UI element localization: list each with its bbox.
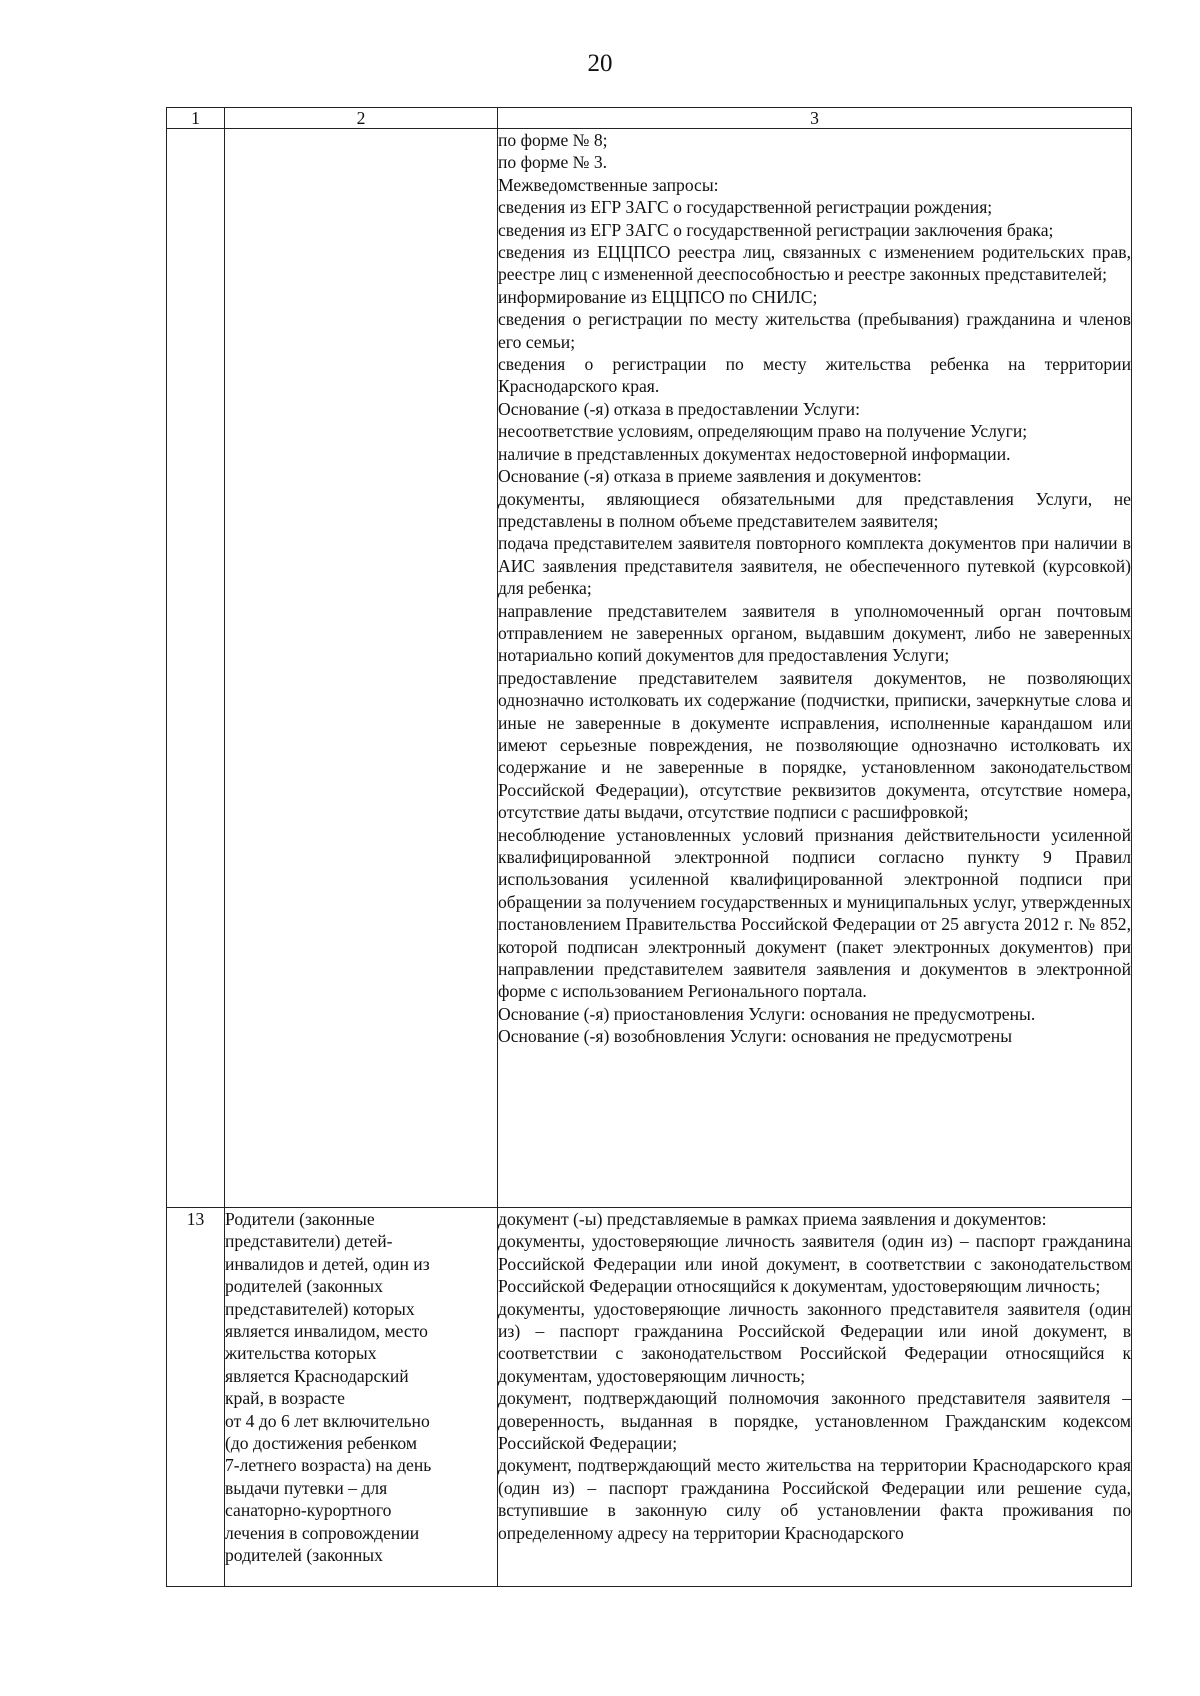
content-paragraph: сведения из ЕЦЦПСО реестра лиц, связанных с изменением родительских прав, реестре лиц с измененной дееспособностью и реестре законных представителей; [498,242,1131,285]
content-paragraph: Основание (-я) возобновления Услуги: основания не предусмотрены [498,1026,1013,1047]
description-line: лечения в сопровождении [225,1522,420,1543]
content-paragraph: несоблюдение установленных условий признания действительности усиленной квалифицированной электронной подписи согласно пункту 9 Правил использования усиленной квалифицированной электронной подписи при обращении за получением государственных и муниципальных услуг, утвержденных постановлением Правительства Российской Федерации от 25 августа 2012 г. № 852, которой подписан электронный документ (пакет электронных документов) при направлении представителем заявителя заявления и документов в электронной форме с использованием Регионального портала. [498,824,1131,1002]
content-paragraph: Основание (-я) отказа в приеме заявления и документов: [498,466,922,487]
column-header-1: 1 [167,108,225,129]
description-line: является инвалидом, место [225,1321,428,1342]
description-line: родителей (законных [225,1545,383,1566]
content-paragraph: документы, являющиеся обязательными для представления Услуги, не представлены в полном объеме представителем заявителя; [498,488,1131,531]
content-paragraph: документ, подтверждающий место жительства на территории Краснодарского края (один из) – паспорт гражданина Российской Федерации или решение суда, вступившие в законную силу об установлении факта проживания по определенному адресу на территории Краснодарского [498,1455,1131,1543]
description-line: жительства которых [225,1343,377,1364]
row-content-cell [498,129,1132,1208]
column-header-2: 2 [225,108,498,129]
page-number: 20 [587,50,613,77]
row-number-cell: 13 [167,1208,225,1587]
content-paragraph: документ (-ы) представляемые в рамках приема заявления и документов: [498,1209,1047,1229]
description-line: (до достижения ребенком [225,1433,417,1454]
description-line: представители) детей- [225,1231,393,1252]
content-paragraph: документ, подтверждающий полномочия законного представителя заявителя – доверенность, выданная в порядке, установленном Гражданским кодексом Российской Федерации; [498,1388,1131,1454]
content-paragraph: сведения о регистрации по месту жительства ребенка на территории Краснодарского края. [498,354,1131,397]
description-line: 7-летнего возраста) на день [225,1455,432,1476]
description-line: санаторно-курортного [225,1500,392,1521]
description-line: Родители (законные [225,1209,375,1229]
content-paragraph: наличие в представленных документах недостоверной информации. [498,443,1011,464]
row-description-cell [225,129,498,1208]
table-row-13 [167,1208,1132,1587]
content-paragraph: Межведомственные запросы: [498,174,719,195]
content-paragraph: предоставление представителем заявителя документов, не позволяющих однозначно истолковать их содержание (подчистки, приписки, зачеркнутые слова и иные не заверенные в документе исправления, исполненные карандашом или имеют серьезные повреждения, не позволяющие однозначно истолковать их содержание и не заверенные в порядке, установленном законодательством Российской Федерации), отсутствие реквизитов документа, отсутствие номера, отсутствие даты выдачи, отсутствие подписи с расшифровкой; [498,667,1131,823]
row-content-cell [498,1208,1132,1587]
column-header-3: 3 [498,108,1132,129]
content-paragraph: по форме № 8; [498,130,608,150]
description-line: выдачи путевки – для [225,1477,388,1498]
content-paragraph: по форме № 3. [498,152,608,173]
content-paragraph: информирование из ЕЦЦПСО по СНИЛС; [498,286,818,307]
row-description-cell [225,1208,498,1587]
description-line: инвалидов и детей, один из [225,1253,430,1274]
content-paragraph: Основание (-я) отказа в предоставлении Услуги: [498,398,860,419]
content-paragraph: сведения о регистрации по месту жительства (пребывания) гражданина и членов его семьи; [498,309,1131,352]
table-row-continued [167,129,1132,1208]
content-paragraph: документы, удостоверяющие личность законного представителя заявителя (один из) – паспорт гражданина Российской Федерации или иной документ, в соответствии с законодательством Российской Федерации относящийся к документам, удостоверяющим личность; [498,1298,1131,1386]
description-line: родителей (законных [225,1276,383,1297]
description-line: от 4 до 6 лет включительно [225,1410,430,1431]
description-line: является Краснодарский [225,1365,409,1386]
content-paragraph: Основание (-я) приостановления Услуги: основания не предусмотрены. [498,1003,1036,1024]
content-paragraph: сведения из ЕГР ЗАГС о государственной регистрации рождения; [498,197,993,218]
content-paragraph: сведения из ЕГР ЗАГС о государственной регистрации заключения брака; [498,219,1054,240]
table-header-row [167,108,1132,129]
row-number-cell [167,129,225,1208]
content-paragraph: подача представителем заявителя повторного комплекта документов при наличии в АИС заявления представителя заявителя, не обеспеченного путевкой (курсовкой) для ребенка; [498,533,1131,599]
content-paragraph: направление представителем заявителя в уполномоченный орган почтовым отправлением не заверенных органом, выдавшим документ, либо не заверенных нотариально копий документов для предоставления Услуги; [498,600,1131,666]
content-paragraph: несоответствие условиям, определяющим право на получение Услуги; [498,421,1028,442]
document-table [166,107,1132,1587]
content-paragraph: документы, удостоверяющие личность заявителя (один из) – паспорт гражданина Российской Федерации или иной документ, в соответствии с законодательством Российской Федерации относящийся к документам, удостоверяющим личность; [498,1231,1131,1297]
description-line: представителей) которых [225,1298,415,1319]
description-line: край, в возрасте [225,1388,345,1409]
